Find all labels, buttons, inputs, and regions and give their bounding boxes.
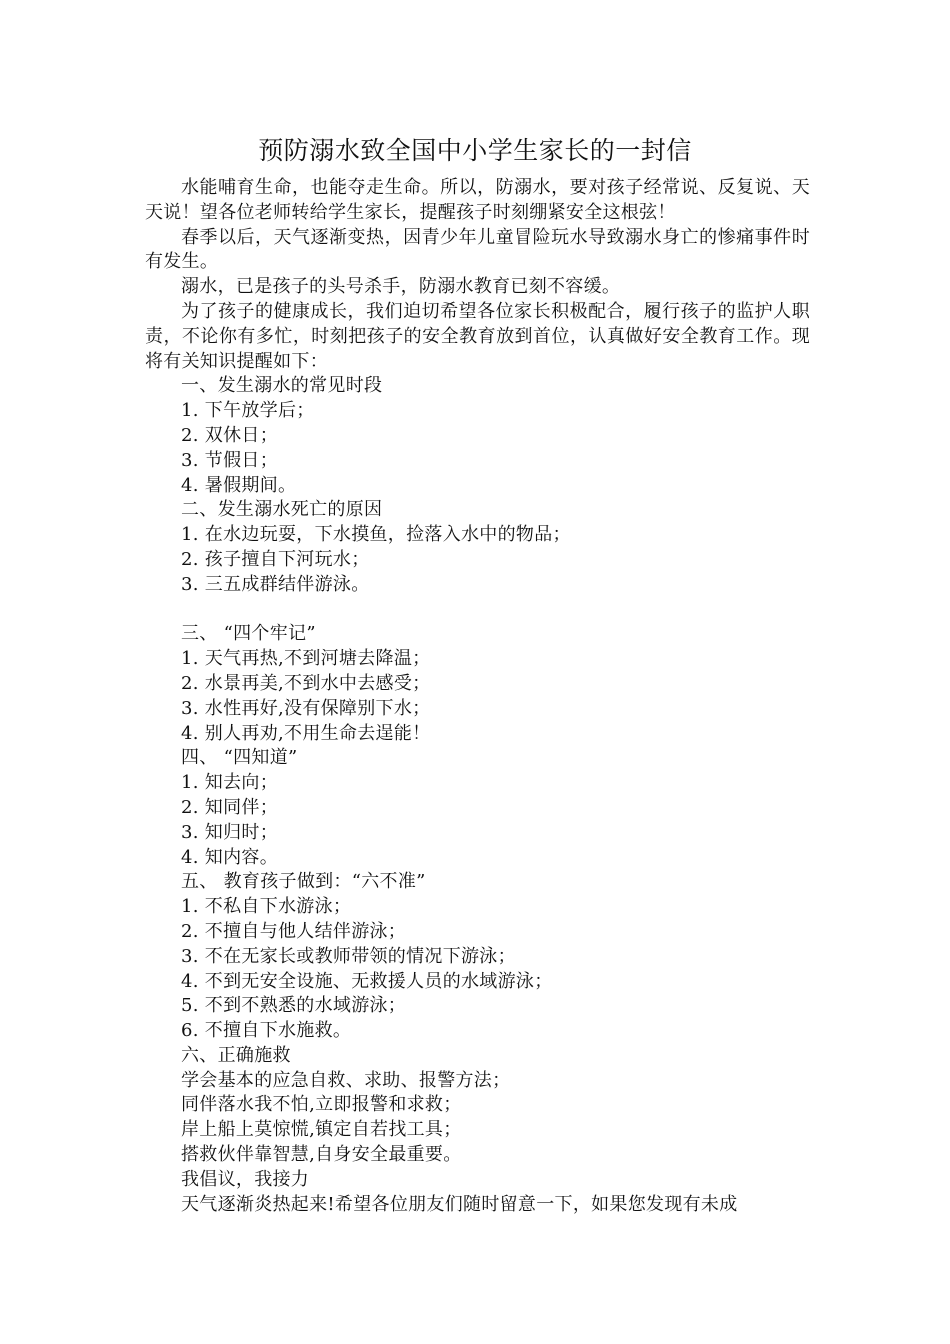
paragraph-killer: 溺水，已是孩子的头号杀手，防溺水教育已刻不容缓。 xyxy=(181,276,621,298)
section-heading: 二、发生溺水死亡的原因 xyxy=(181,499,383,521)
document-title: 预防溺水致全国中小学生家长的一封信 xyxy=(258,136,692,165)
list-item: 3. 知归时； xyxy=(181,821,278,843)
section-heading: 三、 “四个牢记” xyxy=(181,623,316,645)
paragraph-intro: 水能哺育生命，也能夺走生命。所以，防溺水，要对孩子经常说、反复说、天天说！望各位老师转给学生家长，提醒孩子时刻绷紧安全这根弦！ xyxy=(145,177,810,223)
list-item: 4. 暑假期间。 xyxy=(181,474,297,496)
paragraph-appeal: 为了孩子的健康成长，我们迫切希望各位家长积极配合，履行孩子的监护人职责，不论你有多忙，时刻把孩子的安全教育放到首位，认真做好安全教育工作。现将有关知识提醒如下： xyxy=(145,300,810,372)
paragraph-spring: 春季以后，天气逐渐变热，因青少年儿童冒险玩水导致溺水身亡的惨痛事件时有发生。 xyxy=(145,226,810,273)
list-item: 2. 不擅自与他人结伴游泳； xyxy=(181,920,407,942)
list-item: 6. 不擅自下水施救。 xyxy=(181,1020,352,1042)
list-item: 2. 水景再美,不到水中去感受； xyxy=(181,672,431,694)
list-item: 1. 不私自下水游泳； xyxy=(181,896,352,918)
closing-text: 天气逐渐炎热起来!希望各位朋友们随时留意一下，如果您发现有未成 xyxy=(181,1193,738,1215)
list-item: 5. 不到不熟悉的水域游泳； xyxy=(181,995,407,1017)
document-body xyxy=(145,176,810,1217)
section-heading: 一、发生溺水的常见时段 xyxy=(181,375,383,397)
list-item: 搭救伙伴靠智慧,自身安全最重要。 xyxy=(181,1144,462,1166)
section-heading: 四、 “四知道” xyxy=(181,747,298,769)
list-item: 3. 节假日； xyxy=(181,449,278,471)
list-item: 岸上船上莫惊慌,镇定自若找工具； xyxy=(181,1119,462,1141)
list-item: 学会基本的应急自救、求助、报警方法； xyxy=(181,1069,511,1091)
section-six-prohibitions xyxy=(145,870,810,1044)
section-causes xyxy=(145,498,810,597)
list-item: 2. 孩子擅自下河玩水； xyxy=(181,548,370,570)
section-four-knows xyxy=(145,746,810,870)
list-item: 2. 知同伴； xyxy=(181,796,278,818)
list-item: 4. 不到无安全设施、无救援人员的水域游泳； xyxy=(181,970,553,992)
section-heading: 五、 教育孩子做到：“六不准” xyxy=(181,871,426,893)
closing-heading: 我倡议，我接力 xyxy=(181,1168,310,1190)
section-four-remembers xyxy=(145,622,810,746)
blank-line xyxy=(145,598,810,623)
list-item: 1. 下午放学后； xyxy=(181,400,315,422)
section-common-times xyxy=(145,374,810,498)
section-heading: 六、正确施救 xyxy=(181,1044,291,1066)
section-rescue xyxy=(145,1044,810,1168)
list-item: 1. 天气再热,不到河塘去降温； xyxy=(181,648,431,670)
list-item: 同伴落水我不怕,立即报警和求救； xyxy=(181,1094,462,1116)
list-item: 3. 不在无家长或教师带领的情况下游泳； xyxy=(181,945,516,967)
list-item: 2. 双休日； xyxy=(181,424,278,446)
list-item: 1. 知去向； xyxy=(181,772,278,794)
list-item: 1. 在水边玩耍，下水摸鱼，捡落入水中的物品； xyxy=(181,524,571,546)
list-item: 4. 别人再劝,不用生命去逞能！ xyxy=(181,722,431,744)
list-item: 3. 三五成群结伴游泳。 xyxy=(181,573,370,595)
list-item: 4. 知内容。 xyxy=(181,846,278,868)
list-item: 3. 水性再好,没有保障别下水； xyxy=(181,697,431,719)
